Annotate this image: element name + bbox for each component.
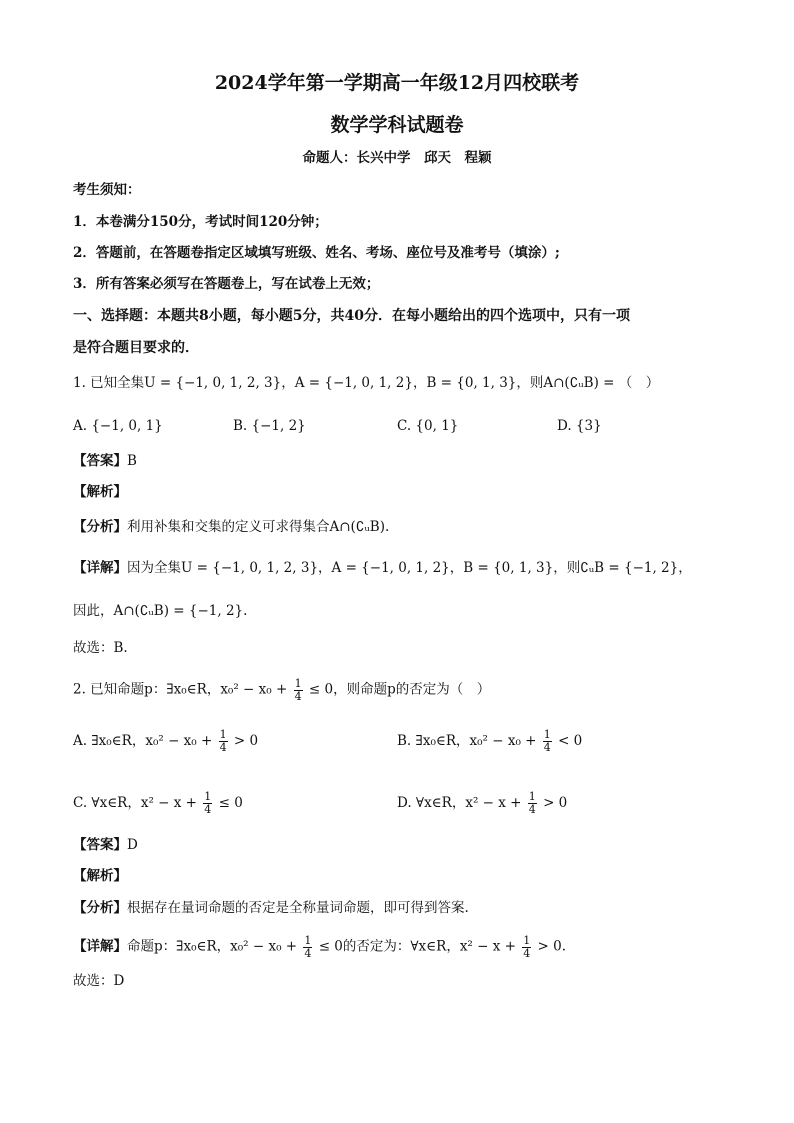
q2-option-b (397, 729, 582, 754)
xiangjie-tag: 【详解】 (73, 560, 127, 576)
page-subtitle: 数学学科试题卷 (330, 114, 464, 136)
fraction (294, 678, 303, 702)
q2-xiangjie-b: ≤ 0的否定为：∀x∈R，x² − x + (318, 938, 516, 955)
notice-heading: 考生须知： (73, 182, 141, 198)
fraction-numerator: 1 (204, 790, 212, 804)
fraction-numerator: 1 (304, 934, 312, 947)
fraction (522, 935, 531, 959)
q2-option-a (73, 729, 258, 754)
q1-fenxi: 利用补集和交集的定义可求得集合A∩(∁ᵤB). (127, 519, 390, 535)
q1-conclusion: 因此，A∩(∁ᵤB) = {−1, 2}. (73, 603, 248, 619)
notice-item-2: 2．答题前，在答题卷指定区域填写班级、姓名、考场、座位号及准考号（填涂）; (73, 245, 560, 261)
q1-option-d: D. {3} (557, 418, 602, 434)
q2-analysis-tag: 【解析】 (73, 868, 127, 884)
q2-stem-a: 2. 已知命题p：∃x₀∈R，x₀² − x₀ + (73, 681, 288, 698)
fraction-denominator: 4 (219, 741, 227, 754)
q2-option-d-post: > 0 (543, 795, 568, 811)
q2-option-a-post: > 0 (233, 733, 259, 749)
fraction-numerator: 1 (543, 728, 551, 742)
q2-option-a-pre: A. ∃x₀∈R，x₀² − x₀ + (73, 733, 213, 749)
answer-tag: 【答案】 (73, 837, 127, 853)
q2-xiangjie-c: > 0. (537, 938, 567, 955)
fraction (203, 791, 212, 815)
notice-item-3: 3．所有答案必须写在答题卷上，写在试卷上无效； (73, 276, 380, 292)
q2-xiangjie-row (73, 935, 566, 959)
fraction-denominator: 4 (543, 741, 551, 754)
q2-option-c-post: ≤ 0 (218, 795, 243, 811)
q1-choose: 故选：B. (73, 640, 128, 656)
fraction-numerator: 1 (219, 728, 227, 742)
q2-option-d-pre: D. ∀x∈R，x² − x + (397, 795, 522, 811)
q2-stem (73, 678, 490, 702)
fraction-numerator: 1 (528, 790, 536, 804)
fenxi-tag: 【分析】 (73, 900, 127, 916)
fraction-denominator: 4 (294, 689, 302, 703)
q2-xiangjie-a: 命题p：∃x₀∈R，x₀² − x₀ + (127, 938, 298, 955)
fraction-denominator: 4 (204, 803, 212, 816)
fraction (528, 791, 537, 815)
page-title: 2024学年第一学期高一年级12月四校联考 (214, 72, 580, 94)
fraction-numerator: 1 (523, 934, 531, 947)
q1-option-a: A. {−1, 0, 1} (73, 418, 163, 434)
q1-answer-row (73, 455, 137, 469)
q2-fenxi-row (73, 902, 469, 916)
q1-analysis-tag: 【解析】 (73, 484, 127, 500)
author-line: 命题人：长兴中学 邱天 程颖 (302, 150, 492, 166)
q2-answer-row (73, 839, 138, 853)
fraction-denominator: 4 (528, 803, 536, 816)
notice-item-1: 1．本卷满分150分，考试时间120分钟； (73, 214, 328, 230)
fraction-denominator: 4 (523, 946, 531, 960)
fraction (303, 935, 312, 959)
q1-answer: B (127, 453, 137, 469)
fraction (543, 729, 552, 753)
fraction-numerator: 1 (294, 677, 302, 690)
q1-option-c: C. {0, 1} (397, 418, 459, 434)
fenxi-tag: 【分析】 (73, 519, 127, 535)
section-heading-line2: 是符合题目要求的． (73, 340, 199, 356)
q2-option-c-pre: C. ∀x∈R，x² − x + (73, 795, 197, 811)
q1-fenxi-row (73, 521, 389, 535)
fraction-denominator: 4 (304, 946, 312, 960)
q2-option-b-pre: B. ∃x₀∈R，x₀² − x₀ + (397, 733, 537, 749)
fraction (219, 729, 228, 753)
xiangjie-tag: 【详解】 (73, 938, 127, 955)
q2-choose: 故选：D (73, 973, 125, 989)
q2-answer: D (127, 837, 138, 853)
q2-fenxi: 根据存在量词命题的否定是全称量词命题，即可得到答案. (127, 900, 469, 916)
q2-option-b-post: < 0 (558, 733, 583, 749)
q2-option-d (397, 791, 567, 816)
q1-stem: 1. 已知全集U = {−1, 0, 1, 2, 3}，A = {−1, 0, 1, 2}，B = {0, 1, 3}，则A∩(∁ᵤB) = （ ） (73, 375, 660, 391)
q1-option-b: B. {−1, 2} (233, 418, 306, 434)
answer-tag: 【答案】 (73, 453, 127, 469)
q2-stem-b: ≤ 0，则命题p的否定为（ ） (308, 681, 491, 698)
q1-xiangjie-row (73, 562, 692, 576)
q2-option-c (73, 791, 243, 816)
q1-xiangjie: 因为全集U = {−1, 0, 1, 2, 3}，A = {−1, 0, 1, 2}，B = {0, 1, 3}，则∁ᵤB = {−1, 2}， (127, 560, 692, 576)
section-heading-line1: 一、选择题：本题共8小题，每小题5分，共40分．在每小题给出的四个选项中，只有一项 (73, 308, 630, 324)
